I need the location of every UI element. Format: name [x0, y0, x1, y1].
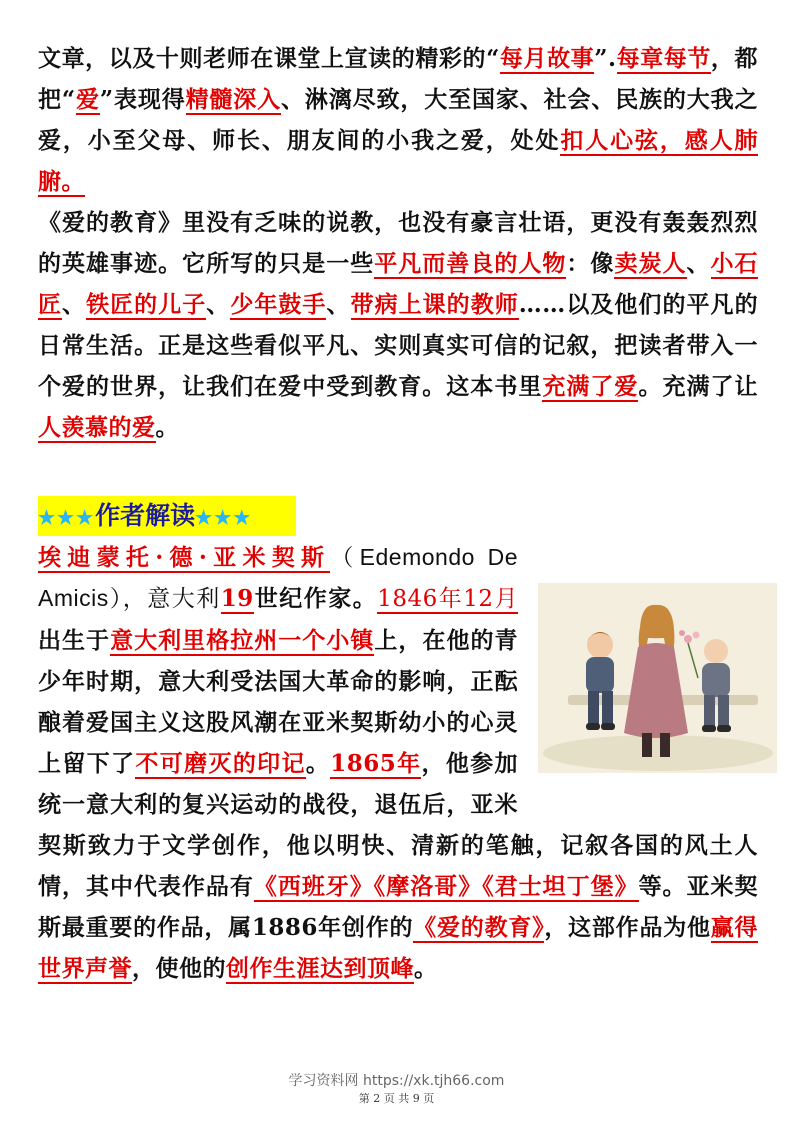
highlight: 埃迪蒙托·德·亚米契斯	[38, 544, 331, 571]
star-icon: ★★★	[38, 507, 96, 529]
text: ，这部作品为他	[544, 914, 711, 941]
highlight: 赢得世界声誉	[38, 914, 759, 982]
victorian-children-illustration	[538, 583, 777, 773]
highlight: 卖炭人	[614, 250, 687, 277]
text: ，他参加统一意大利的复兴运动的战役，退伍后，亚米契斯致力于文学创作，他以明快、清新的笔触，记叙各国的风土人情，其中代表作品有	[38, 750, 758, 900]
highlight: 扣人心弦，感人肺腑。	[38, 127, 758, 195]
text: 、	[686, 250, 711, 277]
highlight: 充满了爱	[542, 373, 639, 400]
text: 。	[155, 414, 179, 441]
text: 上，在他的青少年时期，意大利受法国大革命的影响，正酝酿着爱国主义这股风潮在亚米契斯幼小的心灵上留下了	[38, 627, 519, 777]
section-heading-author	[38, 496, 296, 536]
highlight: 《西班牙》《摩洛哥》《君士坦丁堡》	[253, 873, 639, 900]
highlight: 精髓深入	[185, 86, 282, 113]
footer-page-number: 第 2 页 共 9 页	[358, 1092, 435, 1105]
highlight: 不可磨灭的印记	[135, 750, 306, 777]
highlight: 平凡而善良的人物	[374, 250, 567, 277]
text: 、	[62, 291, 87, 318]
highlight: 《爱的教育》	[413, 914, 545, 941]
text: ……以及他们的平凡的日常生活。正是这些看似平凡、实则真实可信的记叙，把读者带入一个爱的世界，让我们在爱中受到教育。这本书里	[38, 291, 759, 400]
text: 文章，以及十则老师在课堂上宣读的精彩的“	[38, 45, 500, 72]
highlight: 创作生涯达到顶峰	[226, 955, 414, 982]
text: ”.	[594, 45, 617, 72]
highlight: 少年鼓手	[230, 291, 327, 318]
highlight: 1865年	[330, 750, 422, 777]
text: 。	[414, 955, 438, 982]
highlight: 小石匠	[38, 250, 759, 318]
text: 世纪作家。	[253, 585, 378, 612]
highlight: 1846年12月	[377, 586, 518, 612]
highlight: 人羡慕的爱	[38, 414, 156, 441]
highlight: 每月故事	[499, 45, 595, 72]
paragraph-intro	[38, 38, 758, 202]
text: ，使他的	[132, 955, 226, 982]
highlight: 意大利里格拉州一个小镇	[110, 627, 375, 654]
highlight: 爱	[75, 86, 100, 113]
text: 、	[206, 291, 231, 318]
highlight: 带病上课的教师	[350, 291, 519, 318]
text: 。	[305, 750, 331, 777]
highlight: 19	[220, 585, 254, 612]
text: 出生于	[38, 627, 111, 654]
paragraph-characters	[38, 202, 758, 448]
text: （Edemondo De Amicis），意大利	[38, 544, 519, 611]
text: ，都把“	[38, 45, 759, 113]
text: ：像	[566, 250, 615, 277]
footer-site: 学习资料网 https://xk.tjh66.com	[288, 1073, 505, 1089]
text: ”表现得	[99, 86, 186, 113]
highlight: 铁匠的儿子	[86, 291, 207, 318]
text: 、淋漓尽致，大至国家、社会、民族的大我之爱，小至父母、师长、朋友间的小我之爱，处处	[38, 86, 759, 154]
text: 《爱的教育》里没有乏味的说教，也没有豪言壮语，更没有轰轰烈烈的英雄事迹。它所写的只是一些	[38, 209, 758, 277]
highlight: 每章每节	[616, 45, 711, 72]
text: 。充满了让	[638, 373, 759, 400]
text: 、	[326, 291, 351, 318]
star-icon: ★★★	[195, 507, 253, 529]
text: 等。亚米契斯最重要的作品，属1886年创作的	[38, 873, 759, 941]
section-title: 作者解读	[95, 501, 196, 530]
